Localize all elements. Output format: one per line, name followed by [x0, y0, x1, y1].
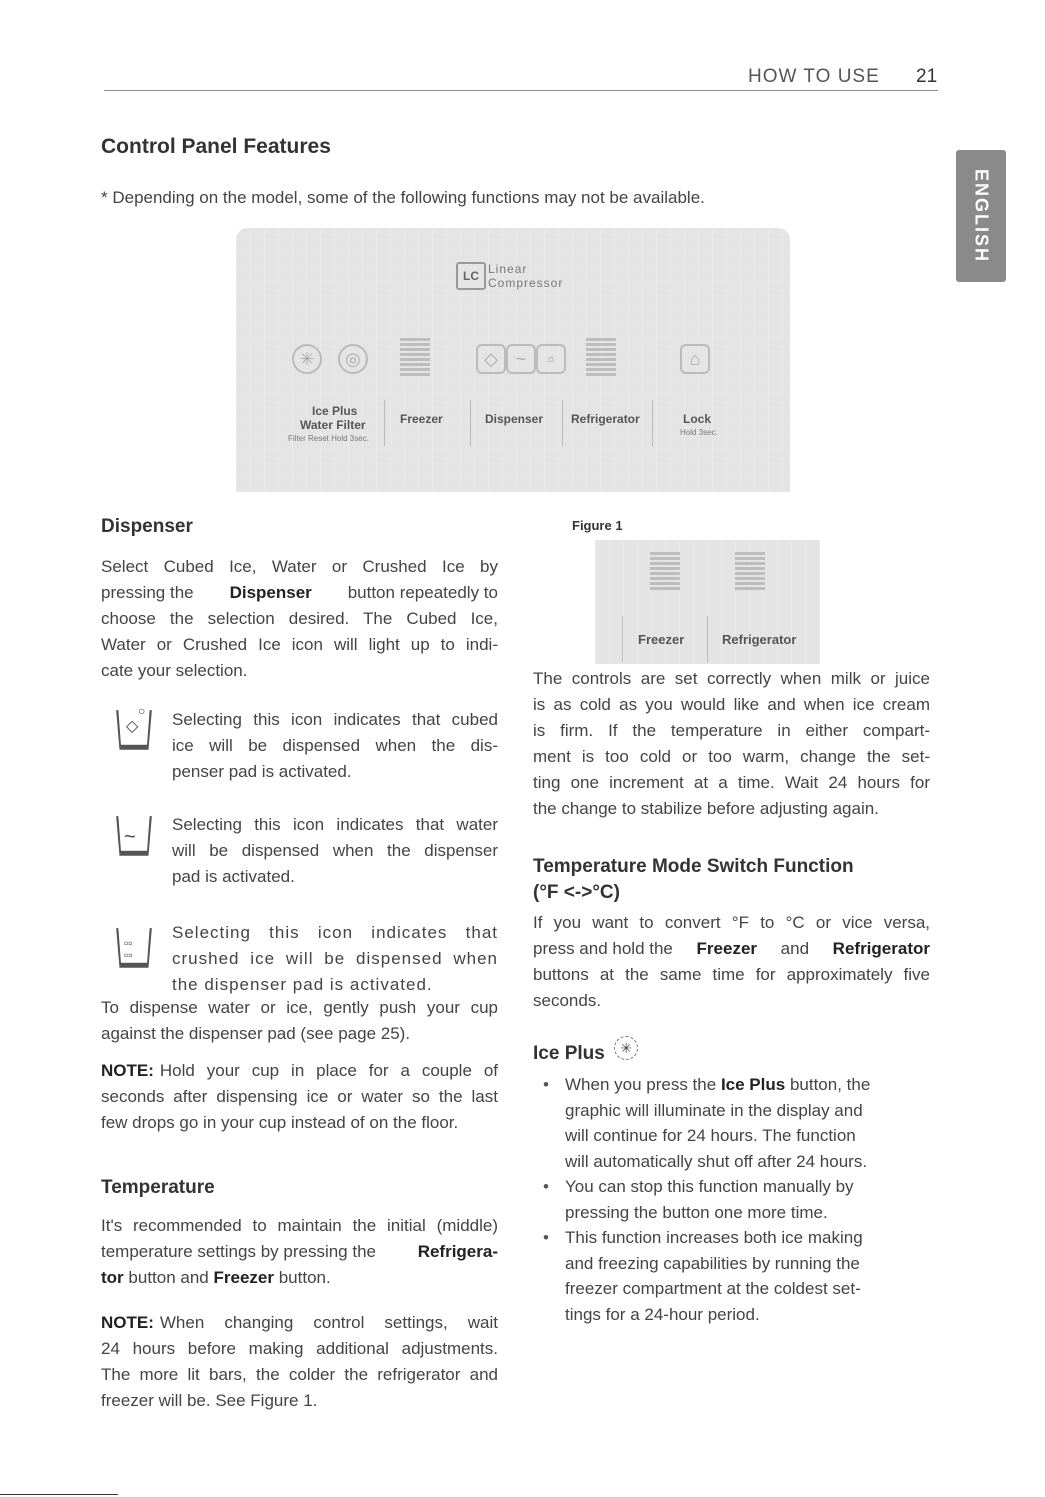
panel-divider	[470, 400, 471, 446]
list-item	[537, 1225, 917, 1327]
dispenser-water-icon: ~	[506, 344, 536, 374]
instructions-line: against the dispenser pad (see page 25).	[101, 1024, 411, 1043]
intro-line: Select Cubed Ice, Water or Crushed Ice by	[101, 557, 498, 576]
note-line: freezer will be. See Figure 1.	[101, 1391, 318, 1410]
caption-line: the change to stabilize before adjusting again.	[533, 799, 879, 818]
temperature-text-fragment: button.	[278, 1268, 331, 1287]
figure-caption	[533, 666, 930, 822]
description-line: the dispenser pad is activated.	[172, 975, 433, 994]
cubed-ice-icon: ◇ ○	[118, 712, 150, 752]
note-line: Hold your cup in place for a couple of	[159, 1061, 498, 1080]
language-tab	[956, 150, 1006, 282]
note-line: The more lit bars, the colder the refrigerator and	[101, 1365, 498, 1384]
mode-switch-heading	[533, 854, 854, 906]
description-line: Selecting this icon indicates that cubed	[172, 710, 498, 729]
bullet-text: When you press the	[565, 1075, 717, 1094]
refrigerator-bars-icon	[586, 338, 616, 378]
badge-line-2: Compressor	[488, 276, 564, 290]
freezer-bold: Freezer	[213, 1268, 274, 1287]
crushed-ice-icon: ▫▫ ▫▫	[118, 930, 150, 970]
ice-plus-heading	[533, 1036, 638, 1065]
description-line: Selecting this icon indicates that	[172, 923, 498, 942]
caption-line: is as cold as you would like and when ice cream	[533, 695, 930, 714]
cubed-ice-description	[172, 707, 498, 785]
note-line: 24 hours before making additional adjustments.	[101, 1339, 498, 1358]
description-line: pad is activated.	[172, 867, 295, 886]
description-line: Selecting this icon indicates that water	[172, 815, 498, 834]
page-title: Control Panel Features	[101, 135, 331, 158]
temperature-line: temperature settings by pressing the	[101, 1242, 376, 1261]
ice-plus-bold: Ice Plus	[720, 1075, 786, 1094]
mode-switch-text-fragment: press and hold the	[533, 939, 673, 958]
lock-icon: ⌂	[680, 344, 710, 374]
ice-plus-heading-text: Ice Plus	[533, 1043, 605, 1064]
dispenser-note	[101, 1058, 498, 1136]
water-description	[172, 812, 498, 890]
dispenser-cubed-icon: ◇	[476, 344, 506, 374]
header-rule	[104, 90, 938, 91]
bullet-line: and freezing capabilities by running the	[565, 1253, 860, 1273]
note-line: seconds after dispensing ice or water so the last	[101, 1087, 498, 1106]
snowflake-icon: ✳	[614, 1036, 638, 1060]
language-tab-label: ENGLISH	[971, 168, 992, 264]
intro-text: pressing the	[101, 583, 194, 602]
panel-water-filter-label: Water Filter	[300, 418, 366, 432]
ice-plus-list	[537, 1072, 917, 1327]
bullet-line: • You can stop this function manually by	[565, 1177, 854, 1196]
description-line: penser pad is activated.	[172, 762, 352, 781]
ice-plus-icon: ✳	[292, 344, 322, 374]
panel-ice-plus-label: Ice Plus	[312, 404, 358, 418]
linear-compressor-label	[488, 262, 563, 290]
temperature-line: It's recommended to maintain the initial (middle)	[101, 1216, 498, 1235]
temperature-text-fragment: button and	[128, 1268, 209, 1287]
bullet-line: • This function increases both ice making	[565, 1228, 863, 1247]
freezer-bars-icon	[400, 338, 430, 378]
note-label: NOTE:	[101, 1061, 154, 1080]
mode-switch-line: buttons at the same time for approximately five	[533, 965, 930, 984]
refrigerator-bold: Refrigerator	[832, 939, 930, 958]
page-number: 21	[916, 66, 938, 87]
caption-line: is firm. If the temperature in either compart-	[533, 721, 930, 740]
panel-filter-reset-label: Filter Reset Hold 3sec.	[288, 434, 369, 443]
bullet-line: freezer compartment at the coldest set-	[565, 1279, 861, 1298]
bullet-line: pressing the button one more time.	[565, 1202, 828, 1222]
disclaimer: * Depending on the model, some of the following functions may not be available.	[101, 188, 705, 207]
caption-line: The controls are set correctly when milk or juice	[533, 669, 930, 688]
intro-dispenser-bold: Dispenser	[229, 583, 312, 602]
bullet-line: will continue for 24 hours. The function	[565, 1126, 856, 1145]
panel-lock-label: Lock	[683, 412, 712, 426]
instructions-line: To dispense water or ice, gently push your cup	[101, 998, 498, 1017]
temperature-text	[101, 1213, 498, 1291]
panel-refrigerator-label: Refrigerator	[571, 412, 640, 426]
intro-line: Water or Crushed Ice icon will light up to indi-	[101, 635, 498, 654]
note-line: When changing control settings, wait	[159, 1313, 498, 1332]
bullet-text: button, the	[789, 1075, 871, 1094]
list-item	[537, 1072, 917, 1174]
freezer-bold: Freezer	[696, 939, 758, 958]
list-item	[537, 1174, 917, 1225]
mode-switch-heading-line: (°F <->°C)	[533, 882, 620, 903]
figure-refrigerator-label: Refrigerator	[722, 632, 797, 647]
mode-switch-line: If you want to convert °F to °C or vice versa,	[533, 913, 930, 932]
panel-dispenser-label: Dispenser	[485, 412, 544, 426]
mode-switch-line: seconds.	[533, 991, 602, 1010]
figure-freezer-label: Freezer	[638, 632, 685, 647]
figure-divider	[707, 616, 708, 662]
intro-text: button repeatedly to	[347, 583, 498, 602]
intro-line	[101, 580, 498, 606]
temperature-heading: Temperature	[101, 1177, 215, 1198]
refrigerator-bold: tor	[101, 1268, 124, 1287]
note-line: few drops go in your cup instead of on the floor.	[101, 1113, 459, 1132]
badge-line-1: Linear	[488, 262, 528, 276]
bullet-line: will automatically shut off after 24 hours.	[565, 1151, 868, 1171]
description-line: crushed ice will be dispensed when	[172, 949, 498, 968]
intro-line: choose the selection desired. The Cubed Ice,	[101, 609, 498, 628]
mode-switch-text-fragment: and	[780, 939, 810, 958]
panel-divider	[562, 400, 563, 446]
figure-label: Figure 1	[572, 518, 623, 533]
dispenser-crushed-icon: ▫	[536, 344, 566, 374]
note-label: NOTE:	[101, 1313, 154, 1332]
figure-freezer-bars-icon	[650, 552, 680, 592]
figure-divider	[622, 616, 623, 662]
footer-rule	[0, 1494, 118, 1495]
dispenser-heading: Dispenser	[101, 516, 193, 537]
dispenser-intro	[101, 554, 498, 684]
caption-line: ment is too cold or too warm, change the set-	[533, 747, 930, 766]
water-icon: ~	[118, 818, 150, 858]
mode-switch-heading-line: Temperature Mode Switch Function	[533, 856, 854, 877]
running-header-section: HOW TO USE	[748, 66, 880, 87]
temperature-note	[101, 1310, 498, 1414]
linear-compressor-icon: LC	[456, 262, 486, 290]
crushed-ice-description	[172, 920, 498, 998]
refrigerator-bold: Refrigera-	[417, 1242, 498, 1261]
bullet-line: tings for a 24-hour period.	[565, 1304, 760, 1324]
dispense-instructions	[101, 995, 498, 1047]
panel-divider	[652, 400, 653, 446]
intro-line: cate your selection.	[101, 661, 248, 680]
bullet-line: graphic will illuminate in the display and	[565, 1100, 863, 1120]
panel-lock-hold-label: Hold 3sec.	[680, 428, 718, 437]
panel-freezer-label: Freezer	[400, 412, 443, 426]
description-line: ice will be dispensed when the dis-	[172, 736, 498, 755]
caption-line: ting one increment at a time. Wait 24 hours for	[533, 773, 930, 792]
description-line: will be dispensed when the dispenser	[172, 841, 498, 860]
mode-switch-text	[533, 910, 930, 1014]
panel-divider	[384, 400, 385, 446]
water-filter-icon: ◎	[338, 344, 368, 374]
figure-refrigerator-bars-icon	[735, 552, 765, 592]
